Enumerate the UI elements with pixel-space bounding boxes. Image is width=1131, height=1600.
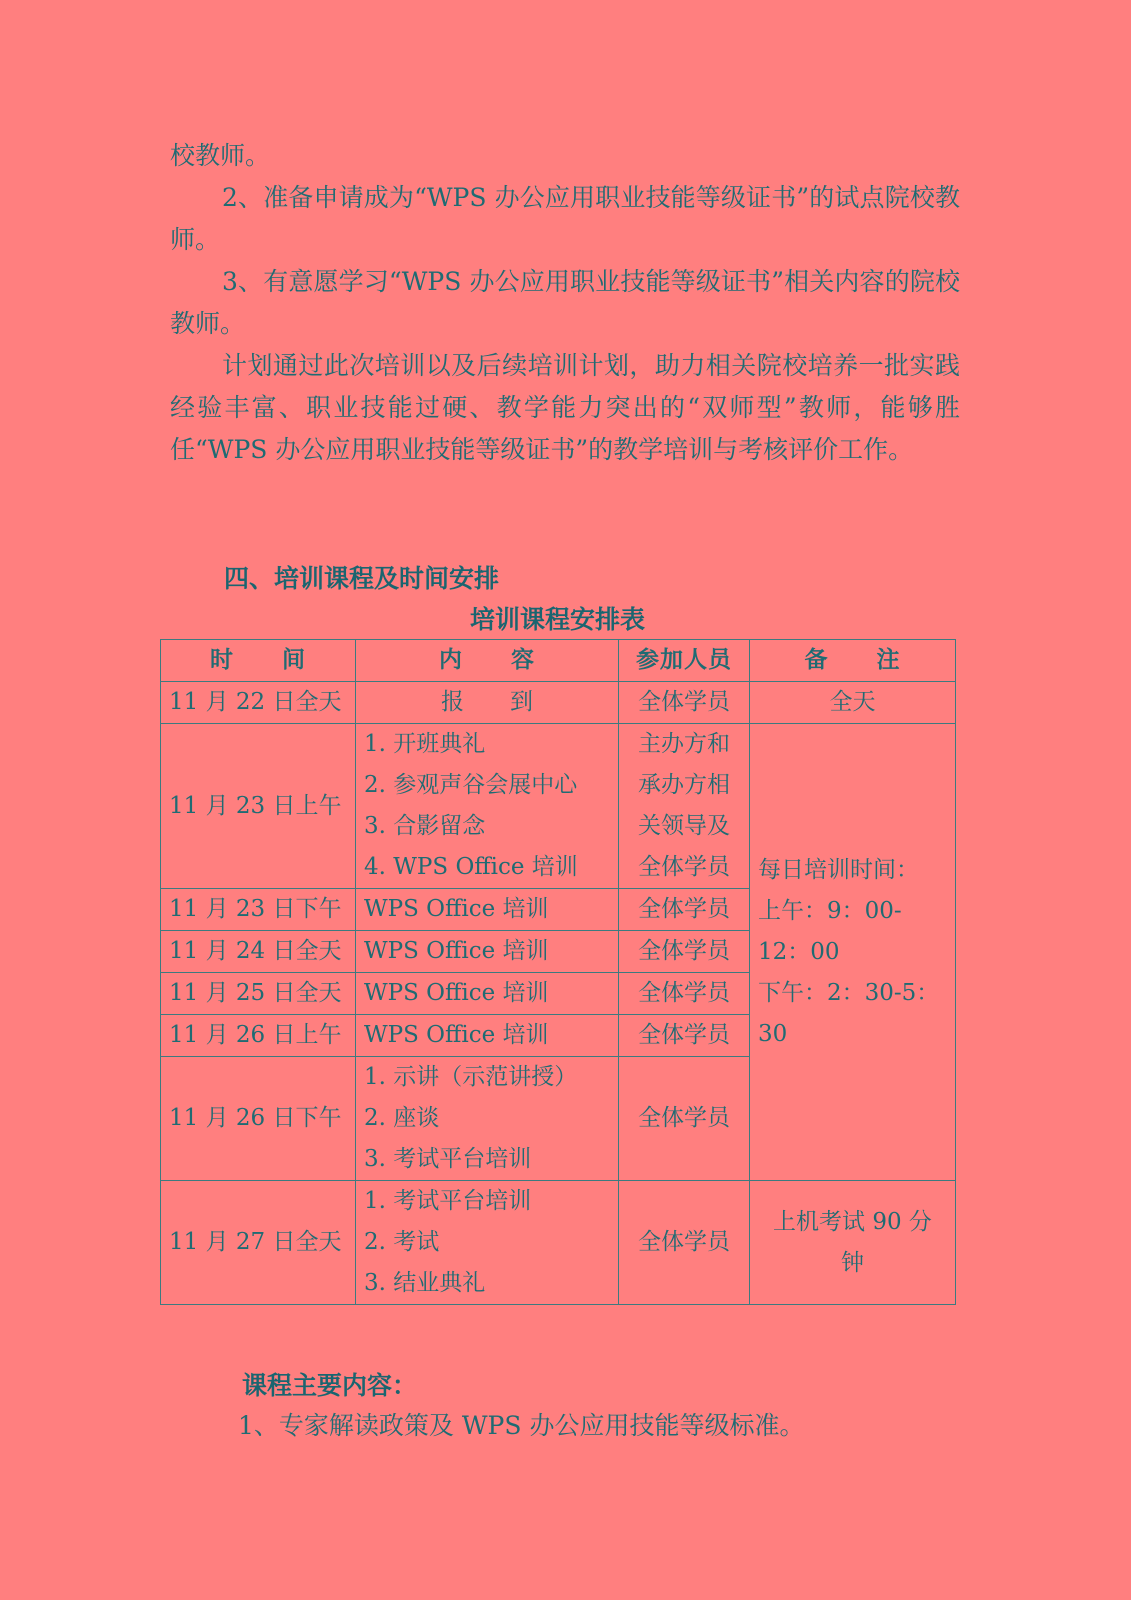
table-header-row (161, 640, 956, 682)
intro-paragraph-item-2: 2、准备申请成为“WPS 办公应用职业技能等级证书”的试点院校教师。 (170, 183, 960, 254)
row-time: 11 月 27 日全天 (161, 1181, 356, 1305)
remark-line: 下午：2：30-5：30 (758, 979, 940, 1047)
content-line: 2. 考试 (364, 1229, 440, 1255)
row-time: 11 月 26 日下午 (161, 1057, 356, 1181)
row-time: 11 月 25 日全天 (161, 973, 356, 1015)
row-content (356, 1181, 619, 1305)
row-content (356, 682, 619, 724)
remark-line: 上午：9：00-12：00 (758, 897, 902, 965)
content-line: 1. 考试平台培训 (364, 1188, 532, 1214)
header-remarks: 备 注 (750, 640, 956, 682)
row-participants (619, 1015, 750, 1057)
header-time: 时 间 (161, 640, 356, 682)
table-row (161, 1181, 956, 1305)
remark-line: 全天 (829, 689, 876, 715)
intro-paragraph-item-3: 3、有意愿学习“WPS 办公应用职业技能等级证书”相关内容的院校教师。 (170, 267, 960, 338)
remark-line: 每日培训时间： (758, 856, 919, 883)
intro-paragraph-plan: 计划通过此次培训以及后续培训计划，助力相关院校培养一批实践经验丰富、职业技能过硬、教学能力突出的“双师型”教师，能够胜任“WPS 办公应用职业技能等级证书”的教学培训与考核评价工作。 (170, 351, 960, 464)
row-participants (619, 973, 750, 1015)
row-content (356, 889, 619, 931)
course-item: 1、专家解读政策及 WPS 办公应用技能等级标准。 (238, 1411, 805, 1440)
participants-line: 全体学员 (638, 1022, 730, 1048)
remark-line: 上机考试 90 分 (773, 1208, 932, 1235)
participants-line: 全体学员 (638, 896, 730, 922)
table-row (161, 724, 956, 889)
schedule-table (160, 639, 956, 1305)
participants-line: 全体学员 (638, 1105, 730, 1131)
row-time: 11 月 23 日下午 (161, 889, 356, 931)
remark-line: 钟 (841, 1249, 864, 1276)
exam-remark (750, 1181, 956, 1305)
course-heading: 课程主要内容： (242, 1371, 418, 1400)
content-line: 3. 考试平台培训 (364, 1146, 532, 1172)
row-participants (619, 931, 750, 973)
table-title: 培训课程安排表 (469, 605, 645, 634)
row-remark (750, 682, 956, 724)
content-line: 报 到 (441, 689, 533, 715)
participants-line: 全体学员 (638, 980, 730, 1006)
participants-line: 全体学员 (638, 689, 730, 715)
content-line: 1. 开班典礼 (364, 731, 486, 757)
content-line: WPS Office 培训 (364, 1022, 549, 1048)
content-line: 4. WPS Office 培训 (364, 854, 578, 880)
row-participants (619, 889, 750, 931)
row-participants (619, 1057, 750, 1181)
table-row (161, 682, 956, 724)
participants-line: 承办方相 (638, 772, 730, 798)
row-content (356, 1015, 619, 1057)
content-line: WPS Office 培训 (364, 980, 549, 1006)
row-content (356, 973, 619, 1015)
daily-schedule-remark (750, 724, 956, 1181)
content-line: 1. 示讲（示范讲授） (364, 1064, 578, 1090)
participants-line: 关领导及 (638, 813, 730, 839)
header-participants: 参加人员 (619, 640, 750, 682)
row-content (356, 931, 619, 973)
participants-line: 全体学员 (638, 854, 730, 880)
row-participants (619, 724, 750, 889)
participants-line: 主办方和 (638, 731, 730, 757)
content-line: WPS Office 培训 (364, 938, 549, 964)
participants-line: 全体学员 (638, 1229, 730, 1255)
content-line: 3. 结业典礼 (364, 1270, 486, 1296)
content-line: 2. 参观声谷会展中心 (364, 772, 578, 798)
content-line: 3. 合影留念 (364, 813, 486, 839)
participants-line: 全体学员 (638, 938, 730, 964)
header-content: 内 容 (356, 640, 619, 682)
content-line: 2. 座谈 (364, 1105, 440, 1131)
row-time: 11 月 24 日全天 (161, 931, 356, 973)
row-participants (619, 682, 750, 724)
row-content (356, 1057, 619, 1181)
section-heading: 四、培训课程及时间安排 (224, 564, 500, 593)
row-content (356, 724, 619, 889)
row-time: 11 月 23 日上午 (161, 724, 356, 889)
content-line: WPS Office 培训 (364, 896, 549, 922)
intro-paragraph-continuation: 校教师。 (170, 141, 271, 170)
row-participants (619, 1181, 750, 1305)
row-time: 11 月 22 日全天 (161, 682, 356, 724)
row-time: 11 月 26 日上午 (161, 1015, 356, 1057)
